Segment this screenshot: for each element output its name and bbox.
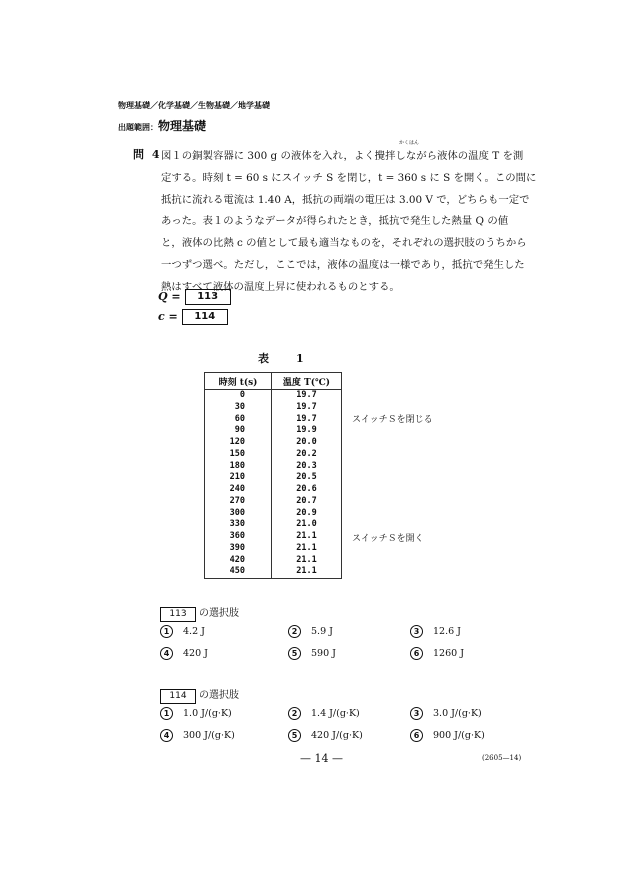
header-temp: 温度 T(℃) — [272, 373, 342, 390]
cell-temp: 21.1 — [272, 543, 342, 555]
cell-temp: 19.9 — [272, 425, 342, 437]
page-number: — 14 — — [300, 752, 343, 765]
table-row — [205, 531, 342, 543]
table-header-row — [205, 373, 342, 390]
circled-number-icon: 3 — [410, 707, 423, 720]
circled-number-icon: 5 — [288, 647, 301, 660]
option-text: 4.2 J — [183, 626, 205, 637]
table-row — [205, 566, 342, 578]
cell-time: 450 — [205, 566, 272, 578]
subjects-header: 物理基礎／化学基礎／生物基礎／地学基礎 — [118, 101, 270, 110]
table-row — [205, 496, 342, 508]
option-text: 590 J — [311, 648, 336, 659]
circled-number-icon: 6 — [410, 647, 423, 660]
cell-time: 30 — [205, 402, 272, 414]
scope-value: 物理基礎 — [158, 119, 207, 133]
page-code: (2605—14) — [482, 754, 522, 762]
cell-temp: 20.0 — [272, 437, 342, 449]
choices-114-header — [160, 686, 239, 704]
cell-time: 390 — [205, 543, 272, 555]
option-text: 1.0 J/(g·K) — [183, 708, 232, 719]
option-text: 420 J/(g·K) — [311, 730, 363, 741]
circled-number-icon: 5 — [288, 729, 301, 742]
cell-time: 60 — [205, 414, 272, 426]
choice-option[interactable] — [410, 647, 464, 660]
cell-time: 330 — [205, 519, 272, 531]
answer-var: Q = — [158, 290, 181, 303]
cell-temp: 20.5 — [272, 472, 342, 484]
choice-box: 113 — [160, 607, 196, 622]
cell-temp: 19.7 — [272, 402, 342, 414]
question-line: 定する。時刻 t = 60 s にスイッチ S を閉じ，t = 360 s に S を開く。この間に — [161, 171, 537, 184]
option-text: 1260 J — [433, 648, 465, 659]
choice-option[interactable] — [160, 647, 208, 660]
option-text: 420 J — [183, 648, 208, 659]
table-row — [205, 437, 342, 449]
question-line: 図１の銅製容器に 300 g の液体を入れ，よく攪拌しながら液体の温度 T を測 — [161, 150, 524, 162]
answer-box[interactable]: 114 — [182, 309, 228, 325]
option-text: 5.9 J — [311, 626, 333, 637]
cell-time: 120 — [205, 437, 272, 449]
circled-number-icon: 4 — [160, 729, 173, 742]
question-line: 熱はすべて液体の温度上昇に使われるものとする。 — [161, 280, 400, 293]
table-row — [205, 449, 342, 461]
answer-box[interactable]: 113 — [185, 289, 231, 305]
option-text: 300 J/(g·K) — [183, 730, 235, 741]
cell-time: 150 — [205, 449, 272, 461]
cell-time: 270 — [205, 496, 272, 508]
cell-temp: 20.9 — [272, 508, 342, 520]
cell-time: 360 — [205, 531, 272, 543]
cell-temp: 21.1 — [272, 555, 342, 567]
cell-temp: 20.2 — [272, 449, 342, 461]
table-row — [205, 543, 342, 555]
table-row — [205, 555, 342, 567]
option-text: 900 J/(g·K) — [433, 730, 485, 741]
circled-number-icon: 2 — [288, 625, 301, 638]
table-row — [205, 519, 342, 531]
cell-time: 420 — [205, 555, 272, 567]
cell-time: 240 — [205, 484, 272, 496]
ruby-annotation: かくはん — [399, 140, 420, 146]
data-table — [204, 372, 342, 579]
choice-option[interactable] — [160, 729, 235, 742]
circled-number-icon: 1 — [160, 625, 173, 638]
choice-option[interactable] — [410, 707, 482, 720]
cell-time: 90 — [205, 425, 272, 437]
note-switch-close: スイッチＳを閉じる — [352, 415, 433, 425]
table-row — [205, 472, 342, 484]
choice-option[interactable] — [288, 729, 363, 742]
choice-box: 114 — [160, 689, 196, 704]
table-title: 表 1 — [258, 352, 312, 365]
option-text: 12.6 J — [433, 626, 461, 637]
option-text: 1.4 J/(g·K) — [311, 708, 360, 719]
choice-option[interactable] — [410, 729, 485, 742]
question-text — [161, 146, 537, 299]
cell-temp: 20.6 — [272, 484, 342, 496]
question-line: 抵抗に流れる電流は 1.40 A，抵抗の両端の電圧は 3.00 V で，どちらも一定で — [161, 193, 530, 206]
answer-q — [158, 289, 231, 305]
circled-number-icon: 1 — [160, 707, 173, 720]
circled-number-icon: 4 — [160, 647, 173, 660]
cell-time: 0 — [205, 390, 272, 402]
cell-temp: 21.0 — [272, 519, 342, 531]
table-row — [205, 425, 342, 437]
choices-113-header — [160, 604, 239, 622]
table-row — [205, 484, 342, 496]
table-row — [205, 414, 342, 426]
cell-temp: 21.1 — [272, 566, 342, 578]
cell-temp: 19.7 — [272, 414, 342, 426]
circled-number-icon: 3 — [410, 625, 423, 638]
circled-number-icon: 6 — [410, 729, 423, 742]
choice-option[interactable] — [288, 707, 360, 720]
choice-option[interactable] — [160, 707, 232, 720]
answer-c — [158, 309, 228, 325]
answer-var: c = — [158, 310, 178, 323]
header-time: 時刻 t(s) — [205, 373, 272, 390]
cell-time: 210 — [205, 472, 272, 484]
question-line: と，液体の比熱 c の値として最も適当なものを，それぞれの選択肢のうちから — [161, 237, 527, 250]
cell-temp: 21.1 — [272, 531, 342, 543]
scope-label: 出題範囲： — [118, 123, 158, 132]
table-row — [205, 508, 342, 520]
table-row — [205, 402, 342, 414]
choice-option[interactable] — [410, 625, 461, 638]
question-line: あった。表１のようなデータが得られたとき，抵抗で発生した熱量 Q の値 — [161, 215, 509, 228]
cell-time: 180 — [205, 461, 272, 473]
note-switch-open: スイッチＳを開く — [352, 534, 424, 544]
table-row — [205, 461, 342, 473]
choice-label: の選択肢 — [199, 608, 239, 619]
cell-time: 300 — [205, 508, 272, 520]
choice-option[interactable] — [160, 625, 205, 638]
option-text: 3.0 J/(g·K) — [433, 708, 482, 719]
circled-number-icon: 2 — [288, 707, 301, 720]
cell-temp: 20.7 — [272, 496, 342, 508]
choice-option[interactable] — [288, 647, 336, 660]
question-line: 一つずつ選べ。ただし，ここでは，液体の温度は一様であり，抵抗で発生した — [161, 258, 525, 271]
choice-option[interactable] — [288, 625, 333, 638]
question-number: 問 4 — [133, 148, 162, 161]
cell-temp: 19.7 — [272, 390, 342, 402]
cell-temp: 20.3 — [272, 461, 342, 473]
table-row — [205, 390, 342, 402]
choice-label: の選択肢 — [199, 690, 239, 701]
scope-header — [118, 115, 206, 134]
